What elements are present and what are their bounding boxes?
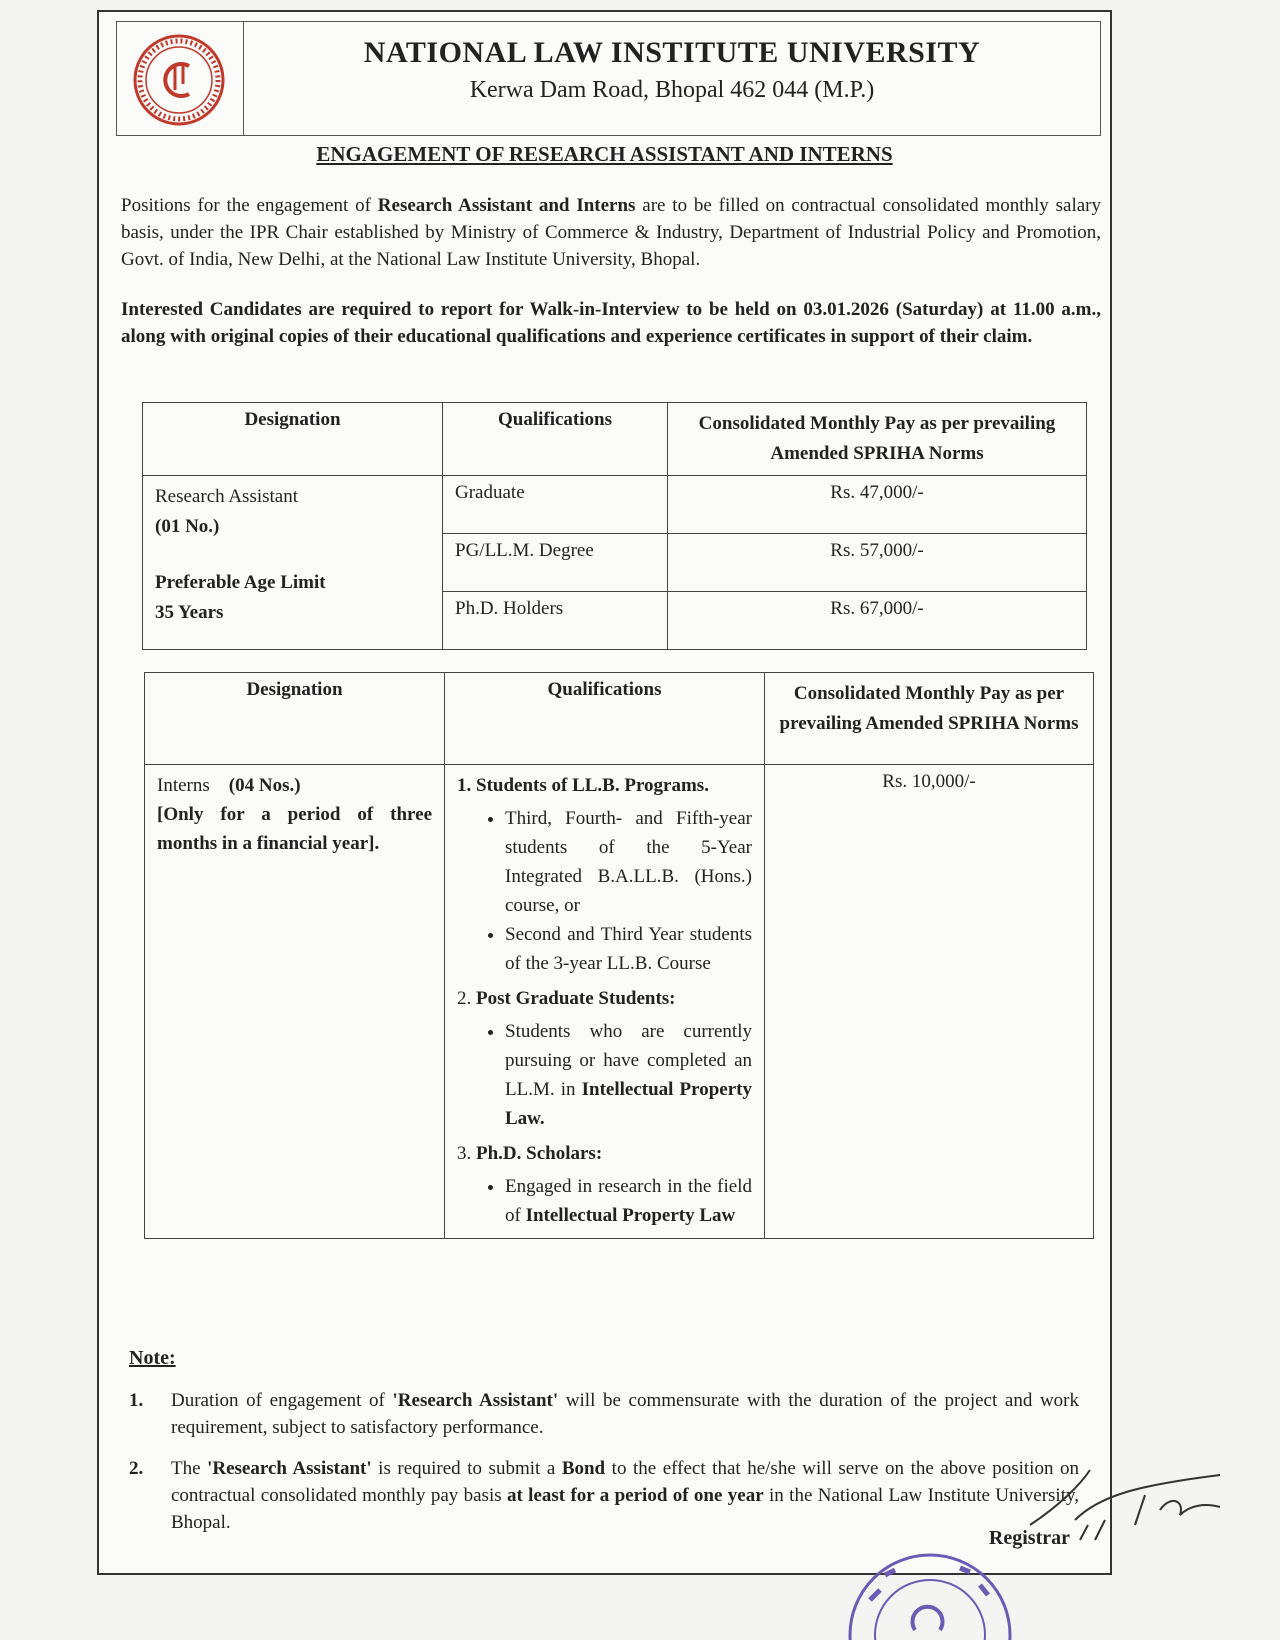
interns-table [144, 672, 1094, 1239]
qualifications-cell [445, 765, 765, 1239]
qualifications-list [457, 771, 752, 1230]
table-cell: Rs. 47,000/- [668, 476, 1087, 534]
designation-cell [143, 476, 443, 650]
col-header-pay: Consolidated Monthly Pay as per prevailing Amended SPRIHA Norms [668, 403, 1087, 476]
table-cell: Ph.D. Holders [443, 592, 668, 650]
list-item [457, 984, 752, 1133]
walkin-paragraph: Interested Candidates are required to report for Walk-in-Interview to be held on 03.01.2026 (Saturday) at 11.00 a.m., along with original copies of their educational qualifications and experience certificates in support of their claim. [121, 299, 1101, 347]
list-bullet: • Engaged in research in the field of Intellectual Property Law [505, 1172, 752, 1230]
intern-period: [Only for a period of three months in a financial year]. [157, 804, 432, 854]
letterhead [116, 21, 1101, 136]
table-cell: PG/LL.M. Degree [443, 534, 668, 592]
designation-name: Research Assistant [155, 486, 299, 507]
pay-cell: Rs. 10,000/- [765, 765, 1094, 1239]
designation-line [157, 771, 432, 800]
list-heading: Ph.D. Scholars: [476, 1143, 603, 1164]
col-header-qualifications: Qualifications [443, 403, 668, 476]
list-number: 3. [457, 1143, 472, 1164]
research-assistant-table [142, 402, 1087, 650]
list-number: 1. [457, 775, 472, 796]
list-heading: Post Graduate Students: [476, 988, 676, 1009]
official-stamp-icon [840, 1540, 1020, 1640]
note-heading: Note: [129, 1347, 176, 1369]
handwritten-signature-icon [1020, 1465, 1250, 1545]
logo-cell [117, 22, 244, 135]
registrar-title: Registrar [988, 1527, 1070, 1549]
designation-name: Interns [157, 775, 210, 796]
age-limit-value: 35 Years [155, 602, 224, 623]
age-limit-label: Preferable Age Limit [155, 572, 326, 593]
designation-count: (04 Nos.) [228, 775, 301, 796]
col-header-qualifications: Qualifications [445, 673, 765, 765]
note-text: Duration of engagement of 'Research Assistant' will be commensurate with the duration of the project and work requirement, subject to satisfactory performance. [171, 1390, 1079, 1438]
notice-title: ENGAGEMENT OF RESEARCH ASSISTANT AND INTERNS [316, 142, 893, 166]
table-cell: Rs. 57,000/- [668, 534, 1087, 592]
university-address: Kerwa Dam Road, Bhopal 462 044 (M.P.) [469, 77, 875, 103]
university-seal-icon [131, 32, 227, 128]
list-item [457, 771, 752, 978]
col-header-pay: Consolidated Monthly Pay as per prevailing Amended SPRIHA Norms [765, 673, 1094, 765]
intro-paragraph: Positions for the engagement of Research Assistant and Interns are to be filled on contractual consolidated monthly salary basis, under the IPR Chair established by Ministry of Commerce & Industry, Department of Industrial Policy and Promotion, Govt. of India, New Delhi, at the National Law Institute University, Bhopal. [121, 195, 1101, 270]
note-item [129, 1455, 1079, 1536]
list-number: 2. [457, 988, 472, 1009]
note-item [129, 1387, 1079, 1441]
table-cell: Graduate [443, 476, 668, 534]
note-number: 1. [129, 1390, 144, 1411]
designation-cell [145, 765, 445, 1239]
designation-count: (01 No.) [155, 516, 220, 537]
notice-page [97, 10, 1112, 1575]
col-header-designation: Designation [143, 403, 443, 476]
list-bullet: • Second and Third Year students of the 3-year LL.B. Course [505, 920, 752, 978]
note-text: The 'Research Assistant' is required to submit a Bond to the effect that he/she will serve on the above position on contractual consolidated monthly pay basis at least for a period of one year in the National Law Institute University, Bhopal. [171, 1458, 1080, 1533]
list-item [457, 1139, 752, 1230]
note-number: 2. [129, 1458, 144, 1479]
list-heading: Students of LL.B. Programs. [476, 775, 709, 796]
table-cell: Rs. 67,000/- [668, 592, 1087, 650]
list-bullet: • Third, Fourth- and Fifth-year students of the 5-Year Integrated B.A.LL.B. (Hons.) course, or [505, 804, 752, 920]
list-bullet: • Students who are currently pursuing or have completed an LL.M. in Intellectual Property Law. [505, 1017, 752, 1133]
col-header-designation: Designation [145, 673, 445, 765]
university-name: NATIONAL LAW INSTITUTE UNIVERSITY [363, 36, 981, 69]
